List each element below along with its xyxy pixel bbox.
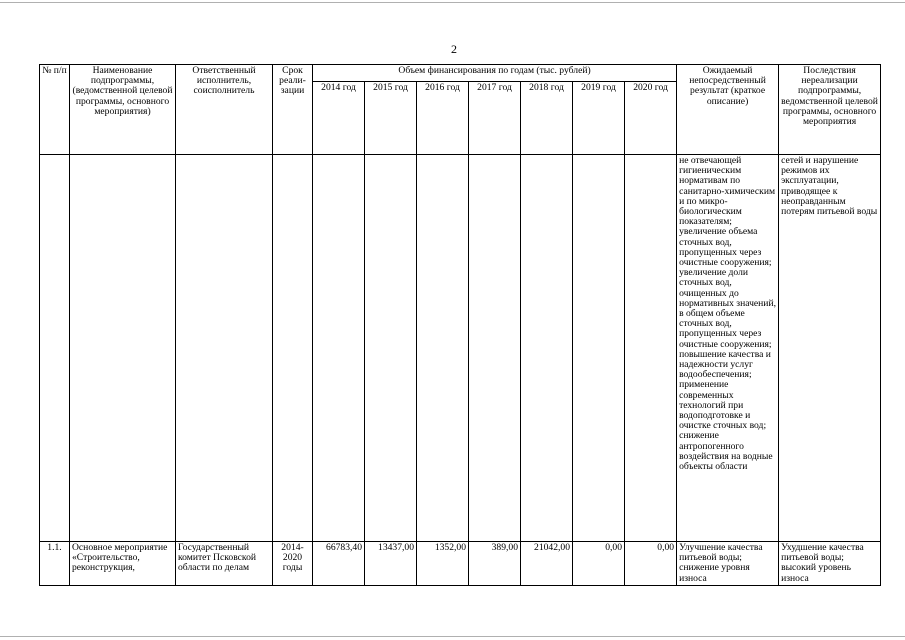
header-year-2019: 2019 год [573,82,625,155]
table-row [40,542,881,586]
page-number: 2 [451,42,457,56]
scan-edge-bottom [0,636,905,637]
cell-period: 2014-2020 годы [273,542,313,586]
cell-value-2017: 389,00 [469,542,521,586]
cell-consequence: Ухудшение качества питьевой воды; высокий уровень износа [779,542,881,586]
header-executor: Ответственный исполнитель, соисполнитель [176,65,273,155]
header-year-2020: 2020 год [625,82,677,155]
cell-value-2015 [365,155,417,542]
cell-value-2017 [469,155,521,542]
cell-value-2018: 21042,00 [521,542,573,586]
cell-executor [176,155,273,542]
cell-executor: Государственный комитет Псковской области по делам [176,542,273,586]
cell-result: Улучшение качества питьевой воды; снижение уровня износа [677,542,779,586]
cell-value-2018 [521,155,573,542]
cell-consequence: сетей и нарушение режимов их эксплуатации, приводящее к неоправданным потерям питьевой воды [779,155,881,542]
header-year-2014: 2014 год [313,82,365,155]
header-period: Срок реали-зации [273,65,313,155]
cell-value-2016 [417,155,469,542]
header-result: Ожидаемый непосредственный результат (краткое описание) [677,65,779,155]
cell-value-2019: 0,00 [573,542,625,586]
cell-value-2016: 1352,00 [417,542,469,586]
scan-edge-top [0,2,905,3]
cell-name [70,155,176,542]
header-funding-group: Объем финансирования по годам (тыс. рублей) [313,65,677,82]
cell-value-2020: 0,00 [625,542,677,586]
cell-value-2019 [573,155,625,542]
header-num: № п/п [40,65,70,155]
header-year-2017: 2017 год [469,82,521,155]
cell-period [273,155,313,542]
funding-table [39,64,881,586]
cell-value-2020 [625,155,677,542]
header-consequence: Последствия нереализации подпрограммы, ведомственной целевой программы, основного мероприятия [779,65,881,155]
header-year-2016: 2016 год [417,82,469,155]
header-name: Наименование подпрограммы, (ведомственной целевой программы, основного мероприятия) [70,65,176,155]
cell-result: не отвечающей гигиеническим нормативам по санитарно-химическим и по микро-биологическим показателям; увеличение объема сточных вод, пропущенных через очистные сооружения; увеличение доли сточных вод, очищенных до нормативных значений, в общем объеме сточных вод, пропущенных через очистные сооружения; повышение качества и надежности услуг водообеспечения; применение современных технологий при водоподготовке и очистке сточных вод; снижение антропогенного воздействия на водные объекты области [677,155,779,542]
header-row [40,65,881,82]
header-year-2018: 2018 год [521,82,573,155]
cell-num [40,155,70,542]
cell-value-2014: 66783,40 [313,542,365,586]
cell-name: Основное мероприятие «Строительство, реконструкция, [70,542,176,586]
table-row [40,155,881,542]
cell-value-2014 [313,155,365,542]
cell-num: 1.1. [40,542,70,586]
cell-value-2015: 13437,00 [365,542,417,586]
header-year-2015: 2015 год [365,82,417,155]
